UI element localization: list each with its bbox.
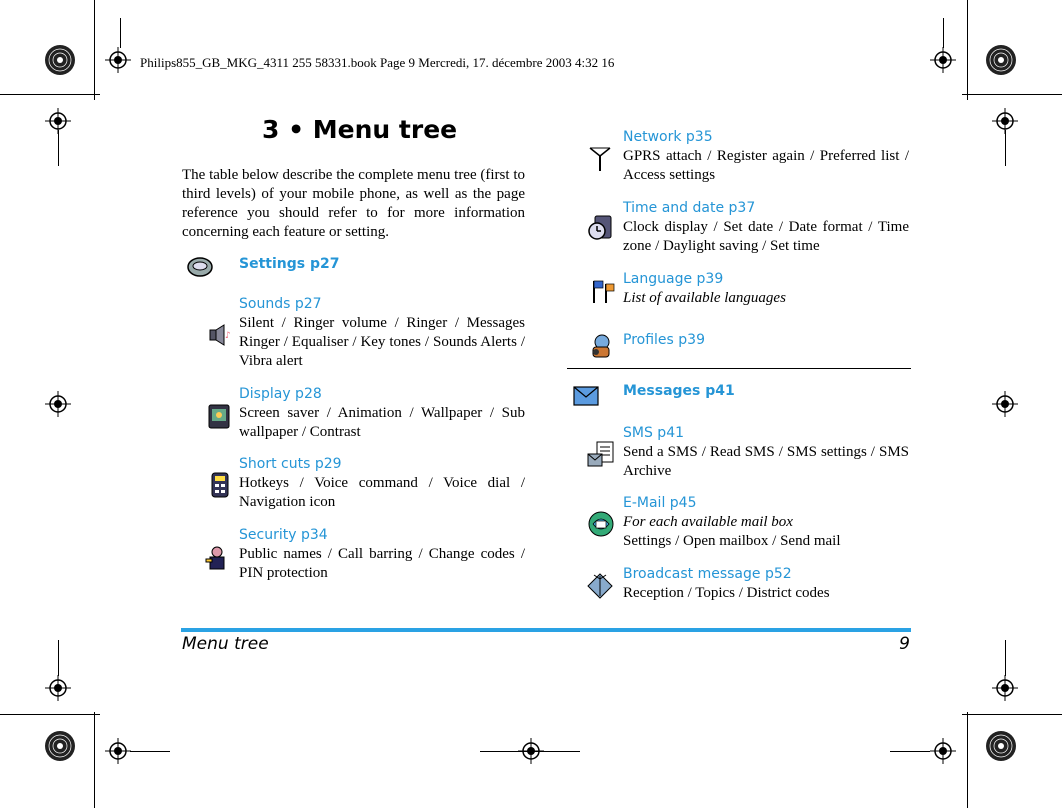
sms-icon [587,441,615,469]
menu-heading: Messages p41 [623,383,735,399]
registration-line [943,18,944,48]
speaker-icon [206,322,232,348]
menu-entry-broadcast [623,564,909,603]
profiles-icon [588,333,614,359]
registration-line [120,18,121,48]
registration-mark-icon [45,391,71,417]
security-icon [204,545,230,571]
registration-line [58,130,59,166]
antenna-icon [587,146,613,172]
registration-mark-icon [930,738,956,764]
menu-entry-messages [623,381,909,401]
registration-line [58,640,59,676]
menu-heading: Time and date p37 [623,200,756,216]
settings-icon [187,255,213,279]
menu-entry-shortcuts [239,454,525,512]
broadcast-icon [587,573,613,599]
crop-mark [0,94,100,95]
footer-section-title: Menu tree [182,634,269,654]
clock-icon [587,215,613,241]
page-number: 9 [899,634,910,654]
menu-description: Clock display / Set date / Date format / Time zone / Daylight saving / Set time [623,219,909,254]
menu-description: Hotkeys / Voice command / Voice dial / Navigation icon [239,475,525,510]
shortcuts-icon [209,472,231,498]
menu-heading: SMS p41 [623,425,685,441]
registration-line [480,751,580,752]
menu-entry-time-date [623,198,909,256]
menu-description: GPRS attach / Register again / Preferred list / Access settings [623,148,909,183]
registration-line [1005,130,1006,166]
menu-entry-language [623,269,909,308]
menu-heading: Broadcast message p52 [623,566,792,582]
starburst-target-icon [985,730,1017,762]
menu-description: Screen saver / Animation / Wallpaper / Sub wallpaper / Contrast [239,405,525,440]
registration-mark-icon [105,738,131,764]
registration-mark-icon [930,47,956,73]
flags-icon [589,278,615,304]
crop-mark [962,94,1062,95]
registration-mark-icon [105,47,131,73]
footer-rule [181,628,911,632]
menu-entry-email [623,493,909,551]
menu-description-italic: For each available mail box [623,514,793,530]
menu-heading: Short cuts p29 [239,456,342,472]
crop-mark [967,712,968,808]
envelope-icon [572,384,600,408]
section-divider [567,368,911,369]
menu-heading: Language p39 [623,271,724,287]
menu-entry-display [239,384,525,442]
menu-heading: Sounds p27 [239,296,322,312]
menu-description: Send a SMS / Read SMS / SMS settings / SMS Archive [623,444,909,479]
registration-line [1005,640,1006,676]
print-slug: Philips855_GB_MKG_4311 255 58331.book Page 9 Mercredi, 17. décembre 2003 4:32 16 [140,55,615,70]
menu-description: Public names / Call barring / Change codes / PIN protection [239,546,525,581]
menu-entry-sounds [239,294,525,371]
email-icon [588,511,614,537]
menu-entry-security [239,525,525,583]
registration-mark-icon [45,675,71,701]
crop-mark [94,712,95,808]
menu-description: Silent / Ringer volume / Ringer / Messages Ringer / Equaliser / Key tones / Sounds Alerts / Vibra alert [239,315,525,369]
menu-heading: Settings p27 [239,256,340,272]
display-icon [206,403,232,429]
menu-description: List of available languages [623,290,786,306]
menu-description: Reception / Topics / District codes [623,585,830,601]
page-title: 3 • Menu tree [262,115,458,144]
menu-heading: Profiles p39 [623,332,705,348]
intro-paragraph: The table below describe the complete menu tree (first to third levels) of your mobile phone, as well as the page reference you should refer to for more information concerning each feature or setting. [182,167,525,240]
menu-entry-network [623,127,909,185]
menu-heading: Network p35 [623,129,713,145]
svg-text:♪: ♪ [225,331,231,341]
crop-mark [962,714,1062,715]
menu-heading: E-Mail p45 [623,495,697,511]
menu-entry-settings [239,254,525,274]
registration-line [890,751,930,752]
crop-mark [94,0,95,100]
starburst-target-icon [44,44,76,76]
registration-mark-icon [992,675,1018,701]
menu-entry-profiles [623,330,909,350]
starburst-target-icon [44,730,76,762]
crop-mark [0,714,100,715]
menu-entry-sms [623,423,909,481]
menu-heading: Display p28 [239,386,322,402]
starburst-target-icon [985,44,1017,76]
menu-heading: Security p34 [239,527,328,543]
registration-mark-icon [992,391,1018,417]
crop-mark [967,0,968,100]
registration-line [130,751,170,752]
menu-description: Settings / Open mailbox / Send mail [623,533,841,549]
